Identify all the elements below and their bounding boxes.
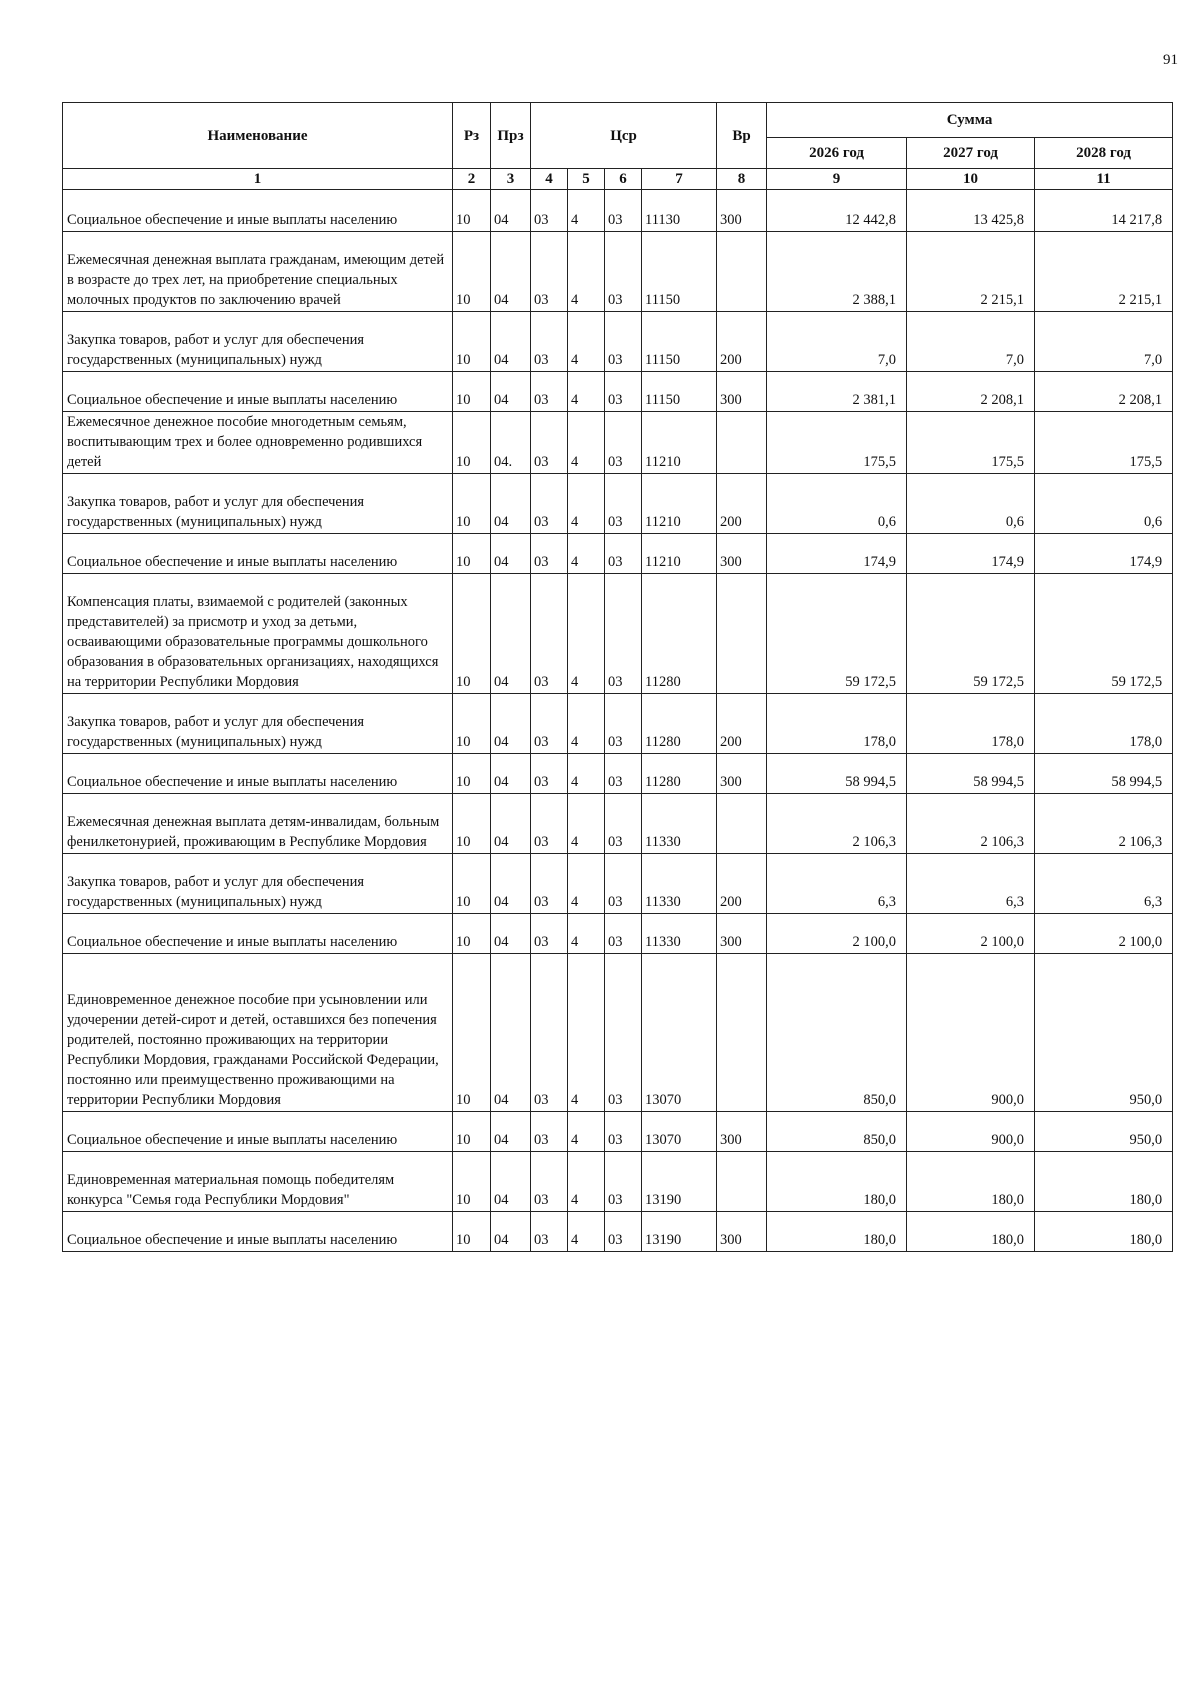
cell-prz: 04 [491, 574, 531, 694]
cell-vr: 300 [717, 1212, 767, 1252]
cell-csr-7: 11130 [642, 190, 717, 232]
cell-rz: 10 [453, 232, 491, 312]
cell-prz: 04 [491, 794, 531, 854]
cell-csr-4: 03 [531, 232, 568, 312]
cell-vr [717, 1152, 767, 1212]
row-name: Компенсация платы, взимаемой с родителей (законных представителей) за присмотр и уход за детьми, осваивающими образовательные программы дошкольного образования в образовательных организациях, находящихся на территории Республики Мордовия [63, 574, 453, 694]
cell-sum-2027: 900,0 [907, 954, 1035, 1112]
header-rz: Рз [453, 103, 491, 169]
cell-vr: 300 [717, 190, 767, 232]
column-index: 8 [717, 169, 767, 190]
column-index: 9 [767, 169, 907, 190]
cell-sum-2027: 180,0 [907, 1152, 1035, 1212]
cell-sum-2028: 180,0 [1035, 1212, 1173, 1252]
header-year-2028: 2028 год [1035, 138, 1173, 169]
cell-rz: 10 [453, 190, 491, 232]
cell-csr-4: 03 [531, 914, 568, 954]
cell-vr: 200 [717, 694, 767, 754]
cell-sum-2027: 13 425,8 [907, 190, 1035, 232]
column-index: 2 [453, 169, 491, 190]
cell-csr-7: 11210 [642, 534, 717, 574]
cell-csr-4: 03 [531, 854, 568, 914]
cell-sum-2028: 59 172,5 [1035, 574, 1173, 694]
column-index: 5 [568, 169, 605, 190]
cell-rz: 10 [453, 1152, 491, 1212]
cell-csr-7: 11280 [642, 694, 717, 754]
cell-csr-7: 11210 [642, 412, 717, 474]
cell-csr-7: 13070 [642, 1112, 717, 1152]
column-index: 7 [642, 169, 717, 190]
cell-rz: 10 [453, 914, 491, 954]
cell-sum-2027: 900,0 [907, 1112, 1035, 1152]
header-year-2027: 2027 год [907, 138, 1035, 169]
row-name: Закупка товаров, работ и услуг для обеспечения государственных (муниципальных) нужд [63, 312, 453, 372]
cell-csr-6: 03 [605, 1212, 642, 1252]
cell-prz: 04 [491, 312, 531, 372]
cell-sum-2028: 178,0 [1035, 694, 1173, 754]
cell-sum-2027: 6,3 [907, 854, 1035, 914]
cell-csr-7: 13070 [642, 954, 717, 1112]
column-index: 6 [605, 169, 642, 190]
row-name: Единовременное денежное пособие при усыновлении или удочерении детей-сирот и детей, оставшихся без попечения родителей, постоянно проживающих на территории Республики Мордовия, гражданами Российской Федерации, постоянно или преимущественно проживающими на территории Республики Мордовия [63, 954, 453, 1112]
cell-sum-2026: 2 106,3 [767, 794, 907, 854]
cell-csr-7: 11330 [642, 794, 717, 854]
cell-prz: 04 [491, 1112, 531, 1152]
cell-prz: 04 [491, 232, 531, 312]
cell-vr: 200 [717, 312, 767, 372]
cell-prz: 04 [491, 854, 531, 914]
cell-csr-6: 03 [605, 914, 642, 954]
cell-sum-2026: 180,0 [767, 1212, 907, 1252]
cell-csr-6: 03 [605, 954, 642, 1112]
cell-csr-7: 11280 [642, 754, 717, 794]
cell-rz: 10 [453, 412, 491, 474]
cell-sum-2028: 174,9 [1035, 534, 1173, 574]
column-index: 11 [1035, 169, 1173, 190]
cell-sum-2028: 14 217,8 [1035, 190, 1173, 232]
cell-sum-2028: 180,0 [1035, 1152, 1173, 1212]
row-name: Социальное обеспечение и иные выплаты населению [63, 914, 453, 954]
cell-csr-6: 03 [605, 694, 642, 754]
cell-csr-6: 03 [605, 232, 642, 312]
cell-prz: 04 [491, 534, 531, 574]
cell-prz: 04 [491, 372, 531, 412]
cell-sum-2026: 178,0 [767, 694, 907, 754]
cell-csr-4: 03 [531, 954, 568, 1112]
cell-prz: 04 [491, 190, 531, 232]
cell-rz: 10 [453, 574, 491, 694]
cell-csr-4: 03 [531, 1212, 568, 1252]
row-name: Ежемесячное денежное пособие многодетным семьям, воспитывающим трех и более одновременно родившихся детей [63, 412, 453, 474]
cell-rz: 10 [453, 694, 491, 754]
cell-csr-7: 11150 [642, 372, 717, 412]
row-name: Социальное обеспечение и иные выплаты населению [63, 754, 453, 794]
cell-sum-2027: 174,9 [907, 534, 1035, 574]
cell-csr-5: 4 [568, 534, 605, 574]
column-index: 1 [63, 169, 453, 190]
cell-sum-2028: 6,3 [1035, 854, 1173, 914]
cell-csr-6: 03 [605, 794, 642, 854]
cell-sum-2028: 950,0 [1035, 1112, 1173, 1152]
cell-prz: 04 [491, 1212, 531, 1252]
table-row [63, 1152, 1173, 1212]
cell-csr-6: 03 [605, 534, 642, 574]
table-row [63, 190, 1173, 232]
cell-rz: 10 [453, 1112, 491, 1152]
cell-rz: 10 [453, 854, 491, 914]
row-name: Социальное обеспечение и иные выплаты населению [63, 1212, 453, 1252]
cell-sum-2026: 2 100,0 [767, 914, 907, 954]
table-row [63, 474, 1173, 534]
cell-csr-6: 03 [605, 412, 642, 474]
cell-sum-2026: 58 994,5 [767, 754, 907, 794]
table-row [63, 412, 1173, 474]
cell-vr [717, 232, 767, 312]
cell-csr-5: 4 [568, 574, 605, 694]
cell-vr: 300 [717, 1112, 767, 1152]
row-name: Социальное обеспечение и иные выплаты населению [63, 1112, 453, 1152]
cell-csr-5: 4 [568, 694, 605, 754]
row-name: Социальное обеспечение и иные выплаты населению [63, 372, 453, 412]
cell-csr-4: 03 [531, 794, 568, 854]
cell-csr-5: 4 [568, 794, 605, 854]
row-name: Закупка товаров, работ и услуг для обеспечения государственных (муниципальных) нужд [63, 694, 453, 754]
cell-csr-5: 4 [568, 412, 605, 474]
cell-csr-4: 03 [531, 574, 568, 694]
cell-sum-2026: 2 388,1 [767, 232, 907, 312]
cell-vr: 200 [717, 474, 767, 534]
table-row [63, 794, 1173, 854]
cell-rz: 10 [453, 1212, 491, 1252]
header-prz: Прз [491, 103, 531, 169]
cell-csr-5: 4 [568, 914, 605, 954]
row-name: Социальное обеспечение и иные выплаты населению [63, 534, 453, 574]
header-csr: Цср [531, 103, 717, 169]
table-row [63, 854, 1173, 914]
row-name: Закупка товаров, работ и услуг для обеспечения государственных (муниципальных) нужд [63, 474, 453, 534]
cell-csr-5: 4 [568, 854, 605, 914]
cell-csr-6: 03 [605, 474, 642, 534]
table-body [63, 190, 1173, 1252]
cell-sum-2026: 12 442,8 [767, 190, 907, 232]
cell-sum-2026: 175,5 [767, 412, 907, 474]
cell-csr-7: 11150 [642, 232, 717, 312]
cell-sum-2027: 178,0 [907, 694, 1035, 754]
table-row [63, 1212, 1173, 1252]
cell-csr-7: 11150 [642, 312, 717, 372]
cell-csr-6: 03 [605, 754, 642, 794]
table-row [63, 534, 1173, 574]
cell-vr [717, 794, 767, 854]
cell-vr [717, 954, 767, 1112]
row-name: Социальное обеспечение и иные выплаты населению [63, 190, 453, 232]
row-name: Ежемесячная денежная выплата детям-инвалидам, больным фенилкетонурией, проживающим в Республике Мордовия [63, 794, 453, 854]
cell-csr-4: 03 [531, 474, 568, 534]
cell-rz: 10 [453, 794, 491, 854]
cell-csr-7: 11330 [642, 854, 717, 914]
cell-csr-4: 03 [531, 534, 568, 574]
cell-csr-5: 4 [568, 232, 605, 312]
cell-sum-2026: 850,0 [767, 954, 907, 1112]
cell-sum-2028: 2 100,0 [1035, 914, 1173, 954]
cell-sum-2026: 6,3 [767, 854, 907, 914]
cell-prz: 04 [491, 1152, 531, 1212]
cell-prz: 04. [491, 412, 531, 474]
cell-sum-2027: 180,0 [907, 1212, 1035, 1252]
cell-rz: 10 [453, 534, 491, 574]
cell-csr-7: 13190 [642, 1152, 717, 1212]
cell-csr-5: 4 [568, 1152, 605, 1212]
column-index: 3 [491, 169, 531, 190]
cell-prz: 04 [491, 914, 531, 954]
cell-prz: 04 [491, 954, 531, 1112]
cell-sum-2026: 850,0 [767, 1112, 907, 1152]
cell-csr-4: 03 [531, 372, 568, 412]
cell-csr-5: 4 [568, 190, 605, 232]
cell-csr-7: 13190 [642, 1212, 717, 1252]
cell-sum-2026: 180,0 [767, 1152, 907, 1212]
cell-sum-2027: 58 994,5 [907, 754, 1035, 794]
cell-vr: 300 [717, 914, 767, 954]
cell-csr-6: 03 [605, 854, 642, 914]
cell-csr-6: 03 [605, 1112, 642, 1152]
cell-sum-2028: 2 106,3 [1035, 794, 1173, 854]
cell-rz: 10 [453, 312, 491, 372]
table-row [63, 574, 1173, 694]
cell-sum-2028: 2 208,1 [1035, 372, 1173, 412]
table-row [63, 694, 1173, 754]
row-name: Ежемесячная денежная выплата гражданам, имеющим детей в возрасте до трех лет, на приобретение специальных молочных продуктов по заключению врачей [63, 232, 453, 312]
cell-rz: 10 [453, 372, 491, 412]
table-row [63, 232, 1173, 312]
cell-sum-2027: 175,5 [907, 412, 1035, 474]
cell-csr-7: 11330 [642, 914, 717, 954]
table-row [63, 954, 1173, 1112]
cell-prz: 04 [491, 474, 531, 534]
cell-rz: 10 [453, 754, 491, 794]
cell-csr-6: 03 [605, 372, 642, 412]
table-row [63, 754, 1173, 794]
cell-vr [717, 412, 767, 474]
cell-vr: 200 [717, 854, 767, 914]
cell-sum-2027: 2 106,3 [907, 794, 1035, 854]
cell-sum-2028: 950,0 [1035, 954, 1173, 1112]
cell-sum-2026: 59 172,5 [767, 574, 907, 694]
cell-sum-2028: 0,6 [1035, 474, 1173, 534]
cell-csr-5: 4 [568, 1112, 605, 1152]
cell-csr-4: 03 [531, 754, 568, 794]
header-year-2026: 2026 год [767, 138, 907, 169]
cell-csr-7: 11210 [642, 474, 717, 534]
table-row [63, 312, 1173, 372]
row-name: Единовременная материальная помощь победителям конкурса "Семья года Республики Мордовия" [63, 1152, 453, 1212]
header-sum: Сумма [767, 103, 1173, 138]
cell-sum-2028: 2 215,1 [1035, 232, 1173, 312]
cell-vr: 300 [717, 372, 767, 412]
cell-csr-7: 11280 [642, 574, 717, 694]
table-row [63, 372, 1173, 412]
cell-vr: 300 [717, 754, 767, 794]
cell-sum-2027: 2 100,0 [907, 914, 1035, 954]
cell-sum-2026: 2 381,1 [767, 372, 907, 412]
page-number: 91 [1163, 52, 1178, 68]
budget-table [62, 102, 1173, 1252]
cell-prz: 04 [491, 754, 531, 794]
cell-csr-4: 03 [531, 1152, 568, 1212]
cell-csr-5: 4 [568, 954, 605, 1112]
cell-csr-4: 03 [531, 1112, 568, 1152]
cell-csr-6: 03 [605, 1152, 642, 1212]
cell-sum-2028: 175,5 [1035, 412, 1173, 474]
cell-csr-4: 03 [531, 694, 568, 754]
cell-csr-4: 03 [531, 190, 568, 232]
cell-rz: 10 [453, 954, 491, 1112]
cell-sum-2027: 59 172,5 [907, 574, 1035, 694]
cell-csr-5: 4 [568, 372, 605, 412]
cell-sum-2028: 58 994,5 [1035, 754, 1173, 794]
cell-rz: 10 [453, 474, 491, 534]
cell-csr-5: 4 [568, 474, 605, 534]
cell-sum-2027: 2 208,1 [907, 372, 1035, 412]
cell-vr [717, 574, 767, 694]
cell-csr-6: 03 [605, 190, 642, 232]
cell-csr-4: 03 [531, 412, 568, 474]
cell-sum-2027: 0,6 [907, 474, 1035, 534]
cell-sum-2026: 0,6 [767, 474, 907, 534]
cell-csr-5: 4 [568, 1212, 605, 1252]
header-vr: Вр [717, 103, 767, 169]
column-index: 4 [531, 169, 568, 190]
cell-sum-2027: 2 215,1 [907, 232, 1035, 312]
row-name: Закупка товаров, работ и услуг для обеспечения государственных (муниципальных) нужд [63, 854, 453, 914]
cell-vr: 300 [717, 534, 767, 574]
cell-sum-2026: 174,9 [767, 534, 907, 574]
table-row [63, 914, 1173, 954]
cell-prz: 04 [491, 694, 531, 754]
column-index: 10 [907, 169, 1035, 190]
cell-csr-5: 4 [568, 312, 605, 372]
header-name: Наименование [63, 103, 453, 169]
table-row [63, 1112, 1173, 1152]
cell-csr-5: 4 [568, 754, 605, 794]
cell-sum-2027: 7,0 [907, 312, 1035, 372]
cell-csr-6: 03 [605, 574, 642, 694]
cell-csr-4: 03 [531, 312, 568, 372]
cell-sum-2028: 7,0 [1035, 312, 1173, 372]
cell-csr-6: 03 [605, 312, 642, 372]
cell-sum-2026: 7,0 [767, 312, 907, 372]
